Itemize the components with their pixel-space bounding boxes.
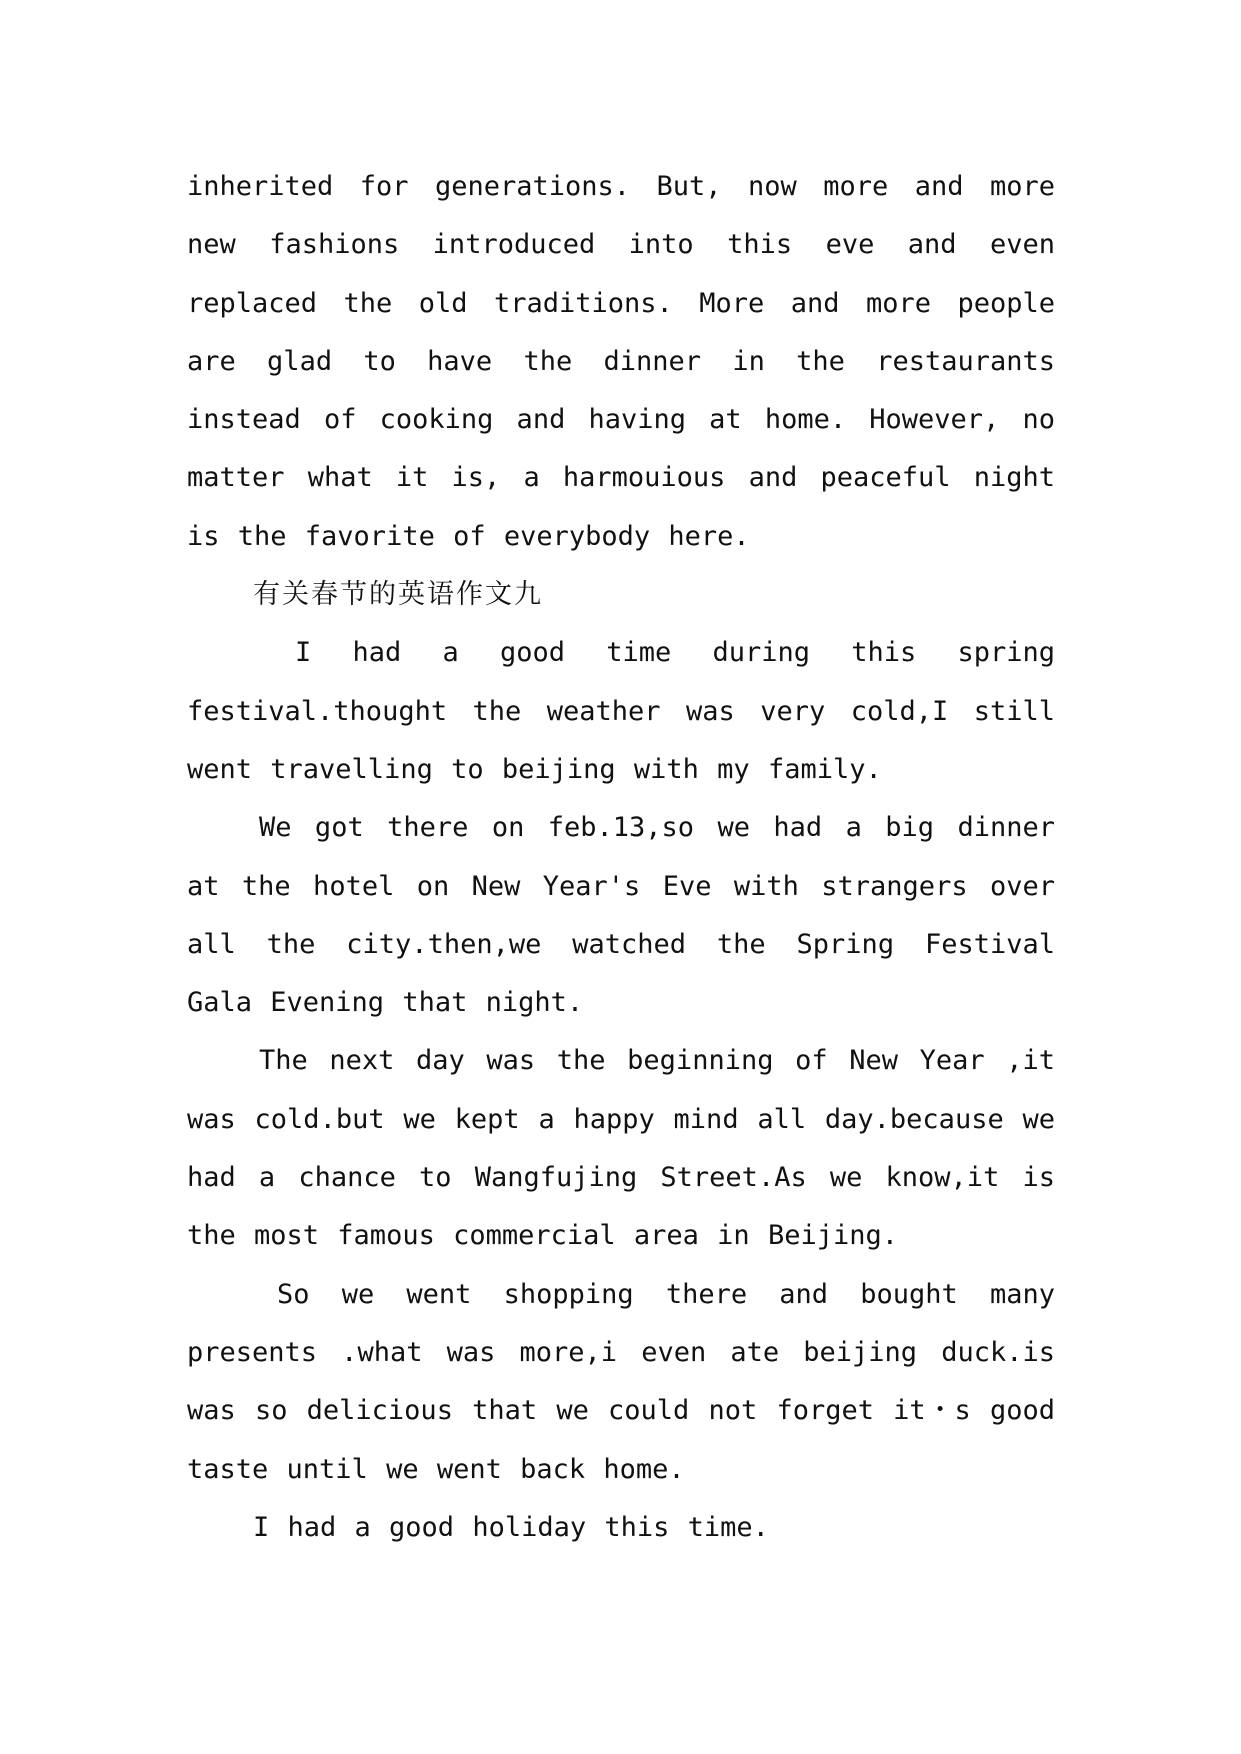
- paragraph-arrival: We got there on feb.13,so we had a big dinner at the hotel on New Year's Eve with strangers over all the city.then,we watched the Spring Festival Gala Evening that night.: [187, 812, 1055, 1019]
- paragraph-new-year-day: The next day was the beginning of New Year ,it was cold.but we kept a happy mind all day.because we had a chance to Wangfujing Street.As we know,it is the most famous commercial area in Beijing.: [187, 1045, 1055, 1252]
- paragraph-shopping: So we went shopping there and bought many presents .what was more,i even ate beijing duck.is was so delicious that we could not forget it・s good taste until we went back home.: [187, 1278, 1055, 1485]
- paragraph-good-time: I had a good time during this spring festival.thought the weather was very cold,I still went travelling to beijing with my family.: [187, 637, 1055, 785]
- document-body: [187, 158, 1055, 1557]
- paragraph-conclusion: I had a good holiday this time.: [253, 1511, 769, 1543]
- section-heading: 有关春节的英语作文九: [253, 579, 543, 611]
- paragraph-traditions: inherited for generations. But, now more and more new fashions introduced into this eve and even replaced the old traditions. More and more people are glad to have the dinner in the restaurants instead of cooking and having at home. However, no matter what it is, a harmouious and peaceful night is the favorite of everybody here.: [187, 171, 1055, 552]
